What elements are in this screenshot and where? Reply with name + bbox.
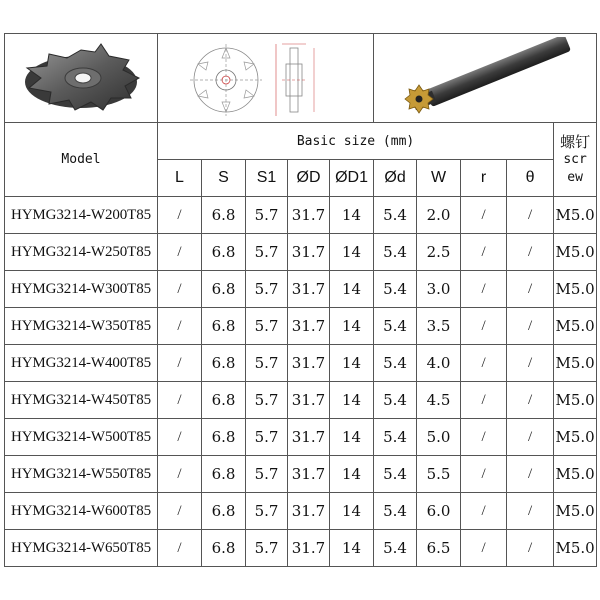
cell-L: / (158, 493, 202, 530)
cell-S: 6.8 (202, 234, 246, 271)
table-row (5, 345, 597, 382)
cell-D: 31.7 (288, 197, 330, 234)
cell-d: 5.4 (374, 197, 417, 234)
cell-S: 6.8 (202, 456, 246, 493)
table-row (5, 197, 597, 234)
cell-S1: 5.7 (246, 308, 288, 345)
cell-L: / (158, 197, 202, 234)
cell-r: / (461, 234, 507, 271)
cell-r: / (461, 197, 507, 234)
table-row (5, 456, 597, 493)
cell-theta: / (507, 493, 554, 530)
cell-W: 4.0 (417, 345, 461, 382)
cell-W: 2.5 (417, 234, 461, 271)
cell-screw: M5.0 (554, 530, 597, 567)
cell-W: 6.5 (417, 530, 461, 567)
cell-d: 5.4 (374, 234, 417, 271)
cell-W: 5.0 (417, 419, 461, 456)
cell-S: 6.8 (202, 530, 246, 567)
cell-screw: M5.0 (554, 456, 597, 493)
cell-d: 5.4 (374, 456, 417, 493)
cell-screw: M5.0 (554, 271, 597, 308)
cell-S1: 5.7 (246, 382, 288, 419)
cell-S1: 5.7 (246, 419, 288, 456)
cell-theta: / (507, 234, 554, 271)
cell-theta: / (507, 197, 554, 234)
col-header-D1: ØD1 (330, 160, 374, 197)
cell-screw: M5.0 (554, 234, 597, 271)
cell-r: / (461, 419, 507, 456)
cell-model: HYMG3214-W250T85 (5, 234, 158, 271)
cell-D1: 14 (330, 382, 374, 419)
shank-tool-render (385, 37, 585, 119)
cutter-photo (11, 38, 151, 118)
drawing-cell (158, 34, 374, 123)
cell-r: / (461, 382, 507, 419)
cell-model: HYMG3214-W500T85 (5, 419, 158, 456)
col-header-S1: S1 (246, 160, 288, 197)
cell-W: 5.5 (417, 456, 461, 493)
cell-S1: 5.7 (246, 493, 288, 530)
table-row (5, 234, 597, 271)
cell-L: / (158, 234, 202, 271)
cell-D: 31.7 (288, 493, 330, 530)
cell-theta: / (507, 530, 554, 567)
cell-D: 31.7 (288, 345, 330, 382)
cell-D1: 14 (330, 271, 374, 308)
cell-S: 6.8 (202, 197, 246, 234)
cell-L: / (158, 345, 202, 382)
cell-theta: / (507, 456, 554, 493)
cell-d: 5.4 (374, 382, 417, 419)
cell-D1: 14 (330, 419, 374, 456)
cell-S: 6.8 (202, 271, 246, 308)
cell-screw: M5.0 (554, 197, 597, 234)
cell-D: 31.7 (288, 419, 330, 456)
cell-W: 3.0 (417, 271, 461, 308)
table-row (5, 308, 597, 345)
cell-D: 31.7 (288, 456, 330, 493)
cell-d: 5.4 (374, 493, 417, 530)
cell-screw: M5.0 (554, 345, 597, 382)
header-row-1 (5, 123, 597, 160)
cell-D1: 14 (330, 456, 374, 493)
col-header-d: Ød (374, 160, 417, 197)
cell-r: / (461, 530, 507, 567)
screw-header-en: screw (563, 151, 587, 185)
cell-S1: 5.7 (246, 530, 288, 567)
spec-table (4, 33, 597, 567)
cell-D: 31.7 (288, 382, 330, 419)
image-row (5, 34, 597, 123)
cell-D: 31.7 (288, 530, 330, 567)
table-row (5, 419, 597, 456)
technical-drawing (166, 38, 366, 118)
cell-model: HYMG3214-W550T85 (5, 456, 158, 493)
cell-theta: / (507, 382, 554, 419)
cell-theta: / (507, 345, 554, 382)
cell-screw: M5.0 (554, 493, 597, 530)
cell-d: 5.4 (374, 271, 417, 308)
col-header-r: r (461, 160, 507, 197)
table-row (5, 530, 597, 567)
cell-L: / (158, 271, 202, 308)
col-header-W: W (417, 160, 461, 197)
cell-model: HYMG3214-W400T85 (5, 345, 158, 382)
cell-W: 2.0 (417, 197, 461, 234)
photo-cell (5, 34, 158, 123)
render-cell (374, 34, 597, 123)
cell-screw: M5.0 (554, 419, 597, 456)
cell-S1: 5.7 (246, 456, 288, 493)
cell-S1: 5.7 (246, 271, 288, 308)
cell-screw: M5.0 (554, 308, 597, 345)
table-row (5, 382, 597, 419)
table-row (5, 271, 597, 308)
cell-S: 6.8 (202, 382, 246, 419)
cell-D1: 14 (330, 493, 374, 530)
cell-r: / (461, 345, 507, 382)
cell-L: / (158, 530, 202, 567)
cell-S1: 5.7 (246, 197, 288, 234)
cell-S: 6.8 (202, 419, 246, 456)
basic-size-header: Basic size (mm) (158, 123, 554, 160)
cell-theta: / (507, 308, 554, 345)
cell-r: / (461, 271, 507, 308)
cell-theta: / (507, 419, 554, 456)
cell-d: 5.4 (374, 308, 417, 345)
cell-S1: 5.7 (246, 345, 288, 382)
cell-D1: 14 (330, 530, 374, 567)
cell-model: HYMG3214-W200T85 (5, 197, 158, 234)
col-header-theta: θ (507, 160, 554, 197)
cell-D: 31.7 (288, 308, 330, 345)
cell-W: 3.5 (417, 308, 461, 345)
cell-S: 6.8 (202, 345, 246, 382)
cell-d: 5.4 (374, 419, 417, 456)
cell-D: 31.7 (288, 234, 330, 271)
cell-L: / (158, 308, 202, 345)
cell-model: HYMG3214-W600T85 (5, 493, 158, 530)
col-header-S: S (202, 160, 246, 197)
cell-model: HYMG3214-W650T85 (5, 530, 158, 567)
cell-r: / (461, 493, 507, 530)
model-header: Model (5, 123, 158, 197)
screw-header-cn: 螺钉 (560, 132, 591, 151)
cell-D1: 14 (330, 197, 374, 234)
cell-r: / (461, 456, 507, 493)
col-header-D: ØD (288, 160, 330, 197)
cell-D1: 14 (330, 345, 374, 382)
cell-D1: 14 (330, 308, 374, 345)
cell-D: 31.7 (288, 271, 330, 308)
cell-theta: / (507, 271, 554, 308)
table-row (5, 493, 597, 530)
cell-W: 6.0 (417, 493, 461, 530)
cell-L: / (158, 456, 202, 493)
cell-S1: 5.7 (246, 234, 288, 271)
cell-screw: M5.0 (554, 382, 597, 419)
cell-L: / (158, 382, 202, 419)
table-body (5, 197, 597, 567)
cell-model: HYMG3214-W350T85 (5, 308, 158, 345)
col-header-L: L (158, 160, 202, 197)
cell-D1: 14 (330, 234, 374, 271)
cell-model: HYMG3214-W300T85 (5, 271, 158, 308)
cell-S: 6.8 (202, 493, 246, 530)
cell-W: 4.5 (417, 382, 461, 419)
cell-r: / (461, 308, 507, 345)
screw-header (554, 123, 597, 197)
cell-model: HYMG3214-W450T85 (5, 382, 158, 419)
cell-S: 6.8 (202, 308, 246, 345)
cell-L: / (158, 419, 202, 456)
cell-d: 5.4 (374, 345, 417, 382)
cell-d: 5.4 (374, 530, 417, 567)
